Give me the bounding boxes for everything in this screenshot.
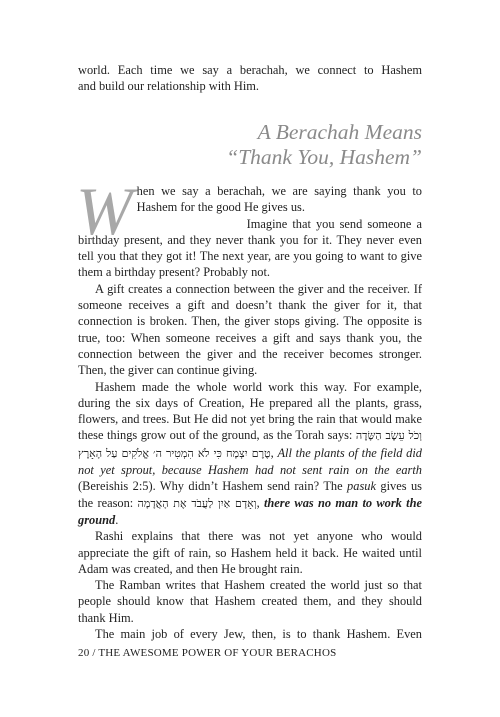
drop-cap-letter: W bbox=[76, 173, 133, 249]
period: . bbox=[115, 512, 119, 527]
separator: , bbox=[256, 495, 264, 510]
section-heading bbox=[226, 120, 422, 170]
paragraph-creation bbox=[78, 379, 422, 529]
pasuk-term: pasuk bbox=[347, 479, 376, 494]
body-text bbox=[76, 173, 423, 642]
intro-paragraph bbox=[78, 62, 422, 95]
verse-translation-1: All the plants of the field did not yet sprout, because Hashem had not sent rain on the earth bbox=[78, 445, 423, 478]
verse-reference: (Bereishis 2:5). Why didn’t Hashem send rain? The bbox=[78, 479, 348, 494]
hebrew-verse-2: וְאָדָם אַיִן לַעֲבֹד אֶת הָאֲדָמָה bbox=[137, 496, 257, 510]
page-footer: 20 / THE AWESOME POWER OF YOUR BERACHOS bbox=[78, 647, 337, 659]
hebrew-verse-1: וְכֹל עֵשֶׂב הַשָּׂדֶה טֶרֶם יִצְמָח כִּי לֹא הִמְטִיר ה׳ אֱלֹקִים עַל הָאָרֶץ bbox=[78, 429, 422, 460]
paragraph-ramban: The Ramban writes that Hashem created the world just so that people should know that Hashem created them, and they should thank Him. bbox=[78, 578, 422, 625]
opening-text: hen we say a berachah, we are saying thank you to Hashem for the good He gives us. bbox=[136, 184, 422, 215]
paragraph-rashi: Rashi explains that there was not yet anyone who would appreciate the gift of rain, so Hashem held it back. He waited until Adam was created, and then He brought rain. bbox=[78, 529, 422, 576]
creation-text: Hashem made the whole world work this way. For example, during the six days of Creation, He prepared all the plants, grass, flowers, and trees. But He did not yet bring the rain that would make these things grow out of the ground, as the Torah says: bbox=[78, 379, 422, 443]
paragraph-main-job: The main job of every Jew, then, is to thank Hashem. Even bbox=[95, 627, 422, 642]
intro-line-1: world. Each time we say a berachah, we connect to Hashem bbox=[78, 63, 422, 77]
paragraph-gift: A gift creates a connection between the giver and the receiver. If someone receives a gift and doesn’t thank the giver for it, that connection is broken. Then, the giver stops giving. The opposite is true, too: When someone receives a gift and says thank you, the connection between the giver and the receiver becomes stronger. Then, the giver can continue giving. bbox=[78, 281, 422, 378]
verse-translation-2: there was no man to work the ground bbox=[78, 495, 422, 527]
intro-line-2: and build our relationship with Him. bbox=[78, 79, 260, 94]
heading-line-2: “Thank You, Hashem” bbox=[226, 145, 422, 169]
reason-intro: gives us the reason: bbox=[78, 479, 422, 510]
paragraph-birthday: Imagine that you send someone a birthday present, and they never thank you for it. They never even tell you that they got it! The next year, are you going to want to give them a birthday present? Probably not. bbox=[78, 216, 422, 280]
heading-line-1: A Berachah Means bbox=[257, 120, 422, 144]
separator: , bbox=[270, 445, 278, 460]
